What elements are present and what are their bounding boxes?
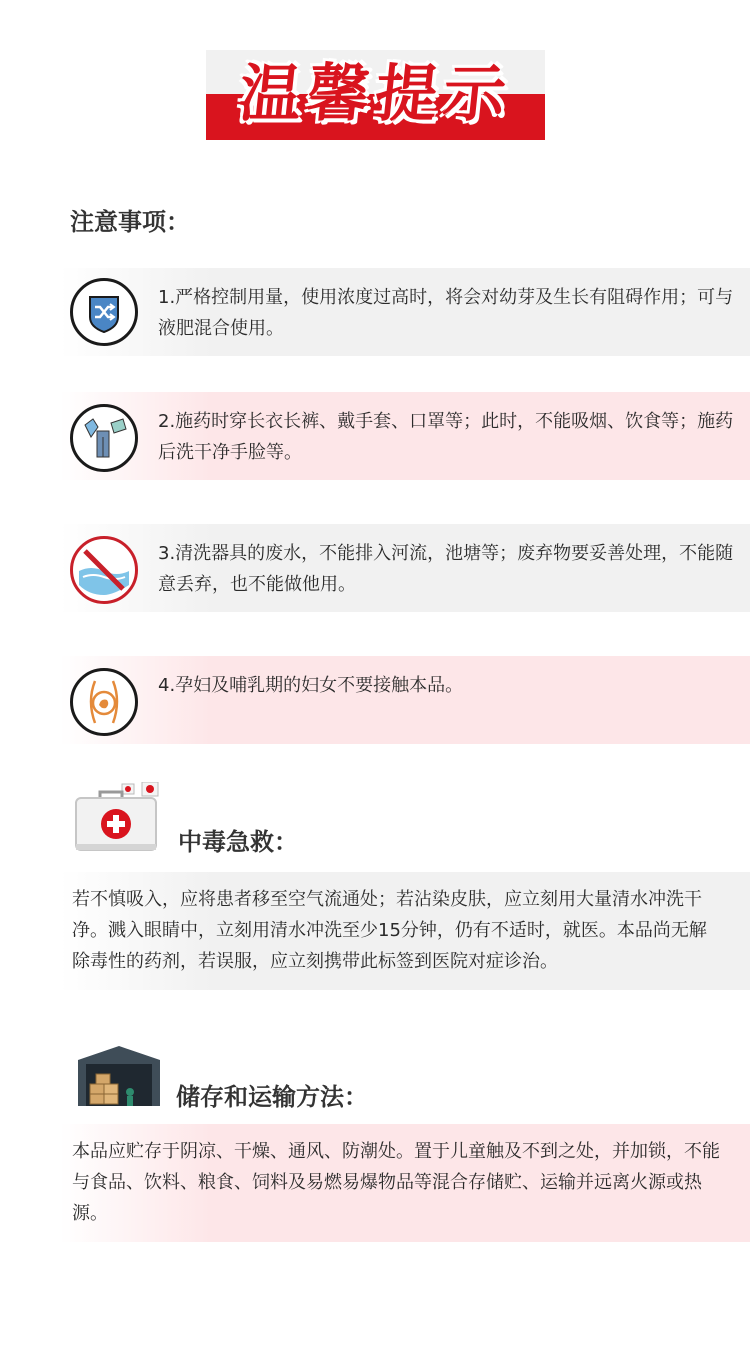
first-aid-band bbox=[60, 872, 750, 990]
header-banner bbox=[206, 50, 545, 140]
pregnancy-icon bbox=[70, 668, 138, 736]
no-water-pollution-icon bbox=[70, 536, 138, 604]
note-text-3: 3.清洗器具的废水，不能排入河流，池塘等；废弃物要妥善处理，不能随意丢弃，也不能做他用。 bbox=[158, 543, 734, 595]
note-item-4 bbox=[60, 656, 750, 744]
note-item-3 bbox=[60, 524, 750, 612]
first-aid-title: 中毒急救： bbox=[178, 828, 298, 856]
warehouse-icon bbox=[76, 1044, 162, 1118]
note-item-2 bbox=[60, 392, 750, 480]
storage-title: 储存和运输方法： bbox=[176, 1083, 368, 1111]
first-aid-kit-icon bbox=[72, 782, 162, 860]
note-item-1 bbox=[60, 268, 750, 356]
shield-shuffle-icon bbox=[70, 278, 138, 346]
note-text-1: 1.严格控制用量，使用浓度过高时，将会对幼芽及生长有阻碍作用；可与液肥混合使用。 bbox=[158, 287, 734, 339]
protective-gear-icon bbox=[70, 404, 138, 472]
banner-title: 温馨提示 bbox=[235, 57, 516, 130]
notes-section-title: 注意事项： bbox=[70, 208, 190, 236]
note-text-4: 4.孕妇及哺乳期的妇女不要接触本品。 bbox=[158, 675, 464, 696]
note-text-2: 2.施药时穿长衣长裤、戴手套、口罩等；此时，不能吸烟、饮食等；施药后洗干净手脸等。 bbox=[158, 411, 734, 463]
storage-band bbox=[60, 1124, 750, 1242]
first-aid-text: 若不慎吸入，应将患者移至空气流通处；若沾染皮肤，应立刻用大量清水冲洗干净。溅入眼睛中，立刻用清水冲洗至少15分钟，仍有不适时，就医。本品尚无解除毒性的药剂，若误服，应立刻携带此标签到医院对症诊治。 bbox=[72, 889, 707, 972]
storage-text: 本品应贮存于阴凉、干燥、通风、防潮处。置于儿童触及不到之处，并加锁，不能与食品、饮料、粮食、饲料及易燃易爆物品等混合存储贮、运输并远离火源或热源。 bbox=[72, 1141, 720, 1224]
